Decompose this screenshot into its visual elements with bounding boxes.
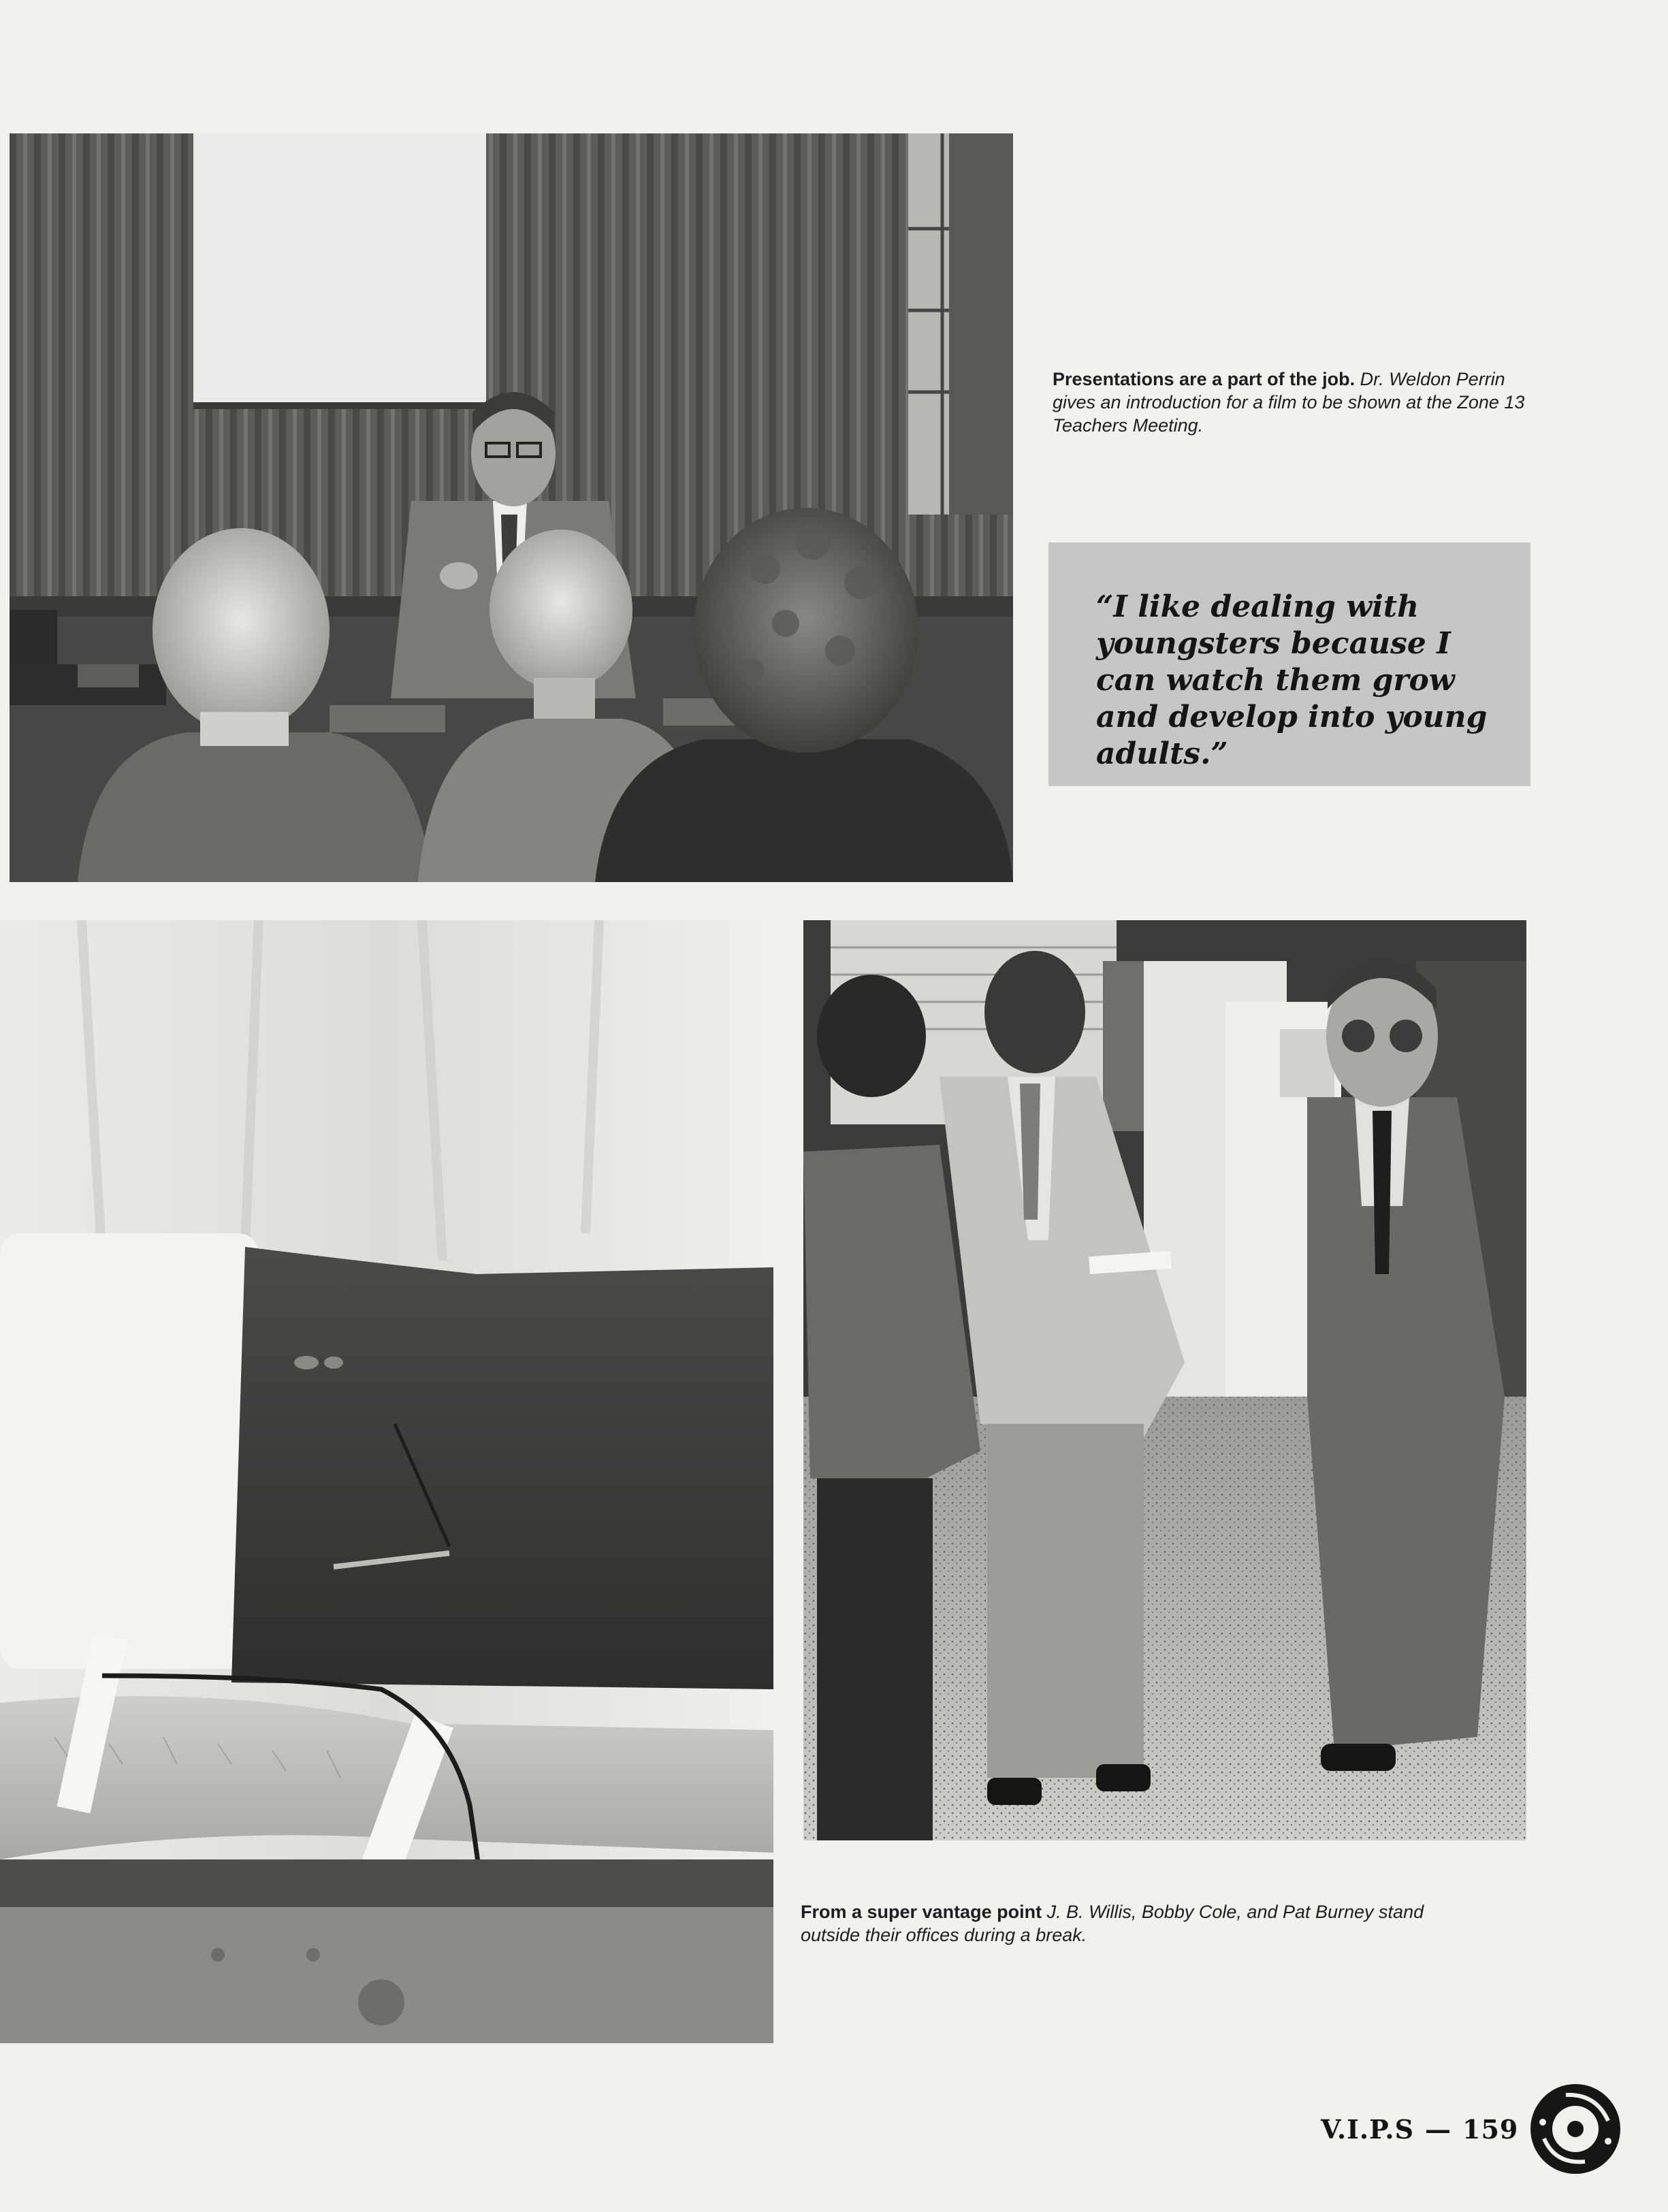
- hallway-photo: [803, 920, 1526, 1840]
- pull-quote-text: “I like dealing with youngsters because I can watch them grow and develop into young adults.”: [1096, 589, 1488, 771]
- caption-body: Dr. Weldon Perrin gives an introduction for a film to be shown at the Zone 13 Teachers Meeting.: [1053, 369, 1525, 436]
- section-name: V.I.P.S: [1321, 2113, 1415, 2145]
- footer-separator: —: [1425, 2113, 1452, 2145]
- record-disc-icon: [1528, 2081, 1623, 2177]
- caption-lead: Presentations are a part of the job.: [1053, 369, 1356, 389]
- caption-lead: From a super vantage point: [801, 1902, 1042, 1922]
- page-footer: [1321, 2081, 1623, 2177]
- hallway-caption: [801, 1900, 1481, 1947]
- medical-procedure-photo: [0, 920, 773, 2043]
- caption-body: J. B. Willis, Bobby Cole, and Pat Burney stand outside their offices during a break.: [801, 1902, 1424, 1945]
- page-number: 159: [1462, 2113, 1519, 2145]
- presentation-photo: [10, 133, 1013, 882]
- pull-quote-box: [1048, 542, 1530, 786]
- presentation-caption: [1053, 368, 1529, 437]
